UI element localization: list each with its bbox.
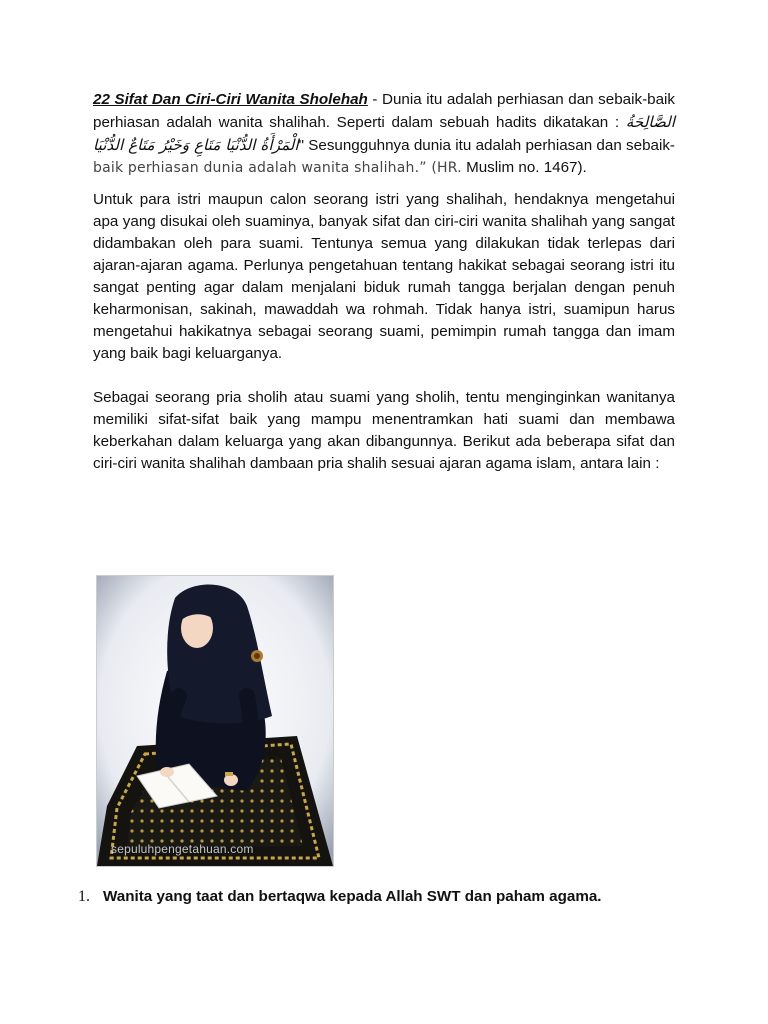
article-photo	[96, 575, 334, 867]
intro-text: - Dunia itu adalah perhiasan dan sebaik-baik perhiasan adalah wanita shalihah. Seperti dalam sebuah hadits dikatakan :	[93, 91, 675, 131]
list-item-number: 1.	[78, 888, 90, 905]
hadith-arabic-text: الصَّالِحَةُ الْمَرْأَةُ الدُّنْيَا مَتَاعِ وَخَيْرُ مَتَاعٌ الدُّنْيَا	[93, 113, 675, 154]
hadith-translation-continued: baik perhiasan dunia adalah wanita shalihah.” (HR.	[93, 160, 462, 176]
article-title: 22 Sifat Dan Ciri-Ciri Wanita Sholehah	[93, 91, 368, 108]
body-paragraph-2: Untuk para istri maupun calon seorang istri yang shalihah, hendaknya mengetahui apa yang disukai oleh suaminya, banyak sifat dan ciri-ciri wanita shalihah yang sangat didambakan oleh para suami. Tentunya semua yang dilakukan tidak terlepas dari ajaran-ajaran agama. Perlunya pengetahuan tentang hakikat sebagai seorang istri itu sangat penting agar dalam menjalani biduk rumah tangga berjalan dengan penuh keharmonisan, sakinah, mawaddah wa rohmah. Tidak hanya istri, suamipun harus mengetahui hakikatnya sebagai seorang suami, pemimpin rumah tangga dan imam yang baik bagi keluarganya.	[93, 191, 675, 362]
body-paragraph-3: Sebagai seorang pria sholih atau suami yang sholih, tentu menginginkan wanitanya memiliki sifat-sifat baik yang mampu menentramkan hati suami dan membawa keberkahan dalam keluarga yang akan dibangunnya. Berikut ada beberapa sifat dan ciri-ciri wanita shalihah dambaan pria shalih sesuai ajaran agama islam, antara lain :	[93, 389, 675, 472]
photo-watermark: sepuluhpengetahuan.com	[111, 842, 254, 856]
woman-reading-on-prayer-mat-illustration	[97, 576, 333, 866]
hadith-source: Muslim no. 1467).	[461, 159, 587, 176]
list-item	[78, 886, 675, 908]
hadith-translation: " Sesungguhnya dunia itu adalah perhiasan dan sebaik-	[298, 137, 675, 154]
intro-paragraph	[93, 89, 675, 179]
document-body	[93, 89, 675, 475]
list-item-text: Wanita yang taat dan bertaqwa kepada Allah SWT dan paham agama.	[103, 888, 602, 905]
